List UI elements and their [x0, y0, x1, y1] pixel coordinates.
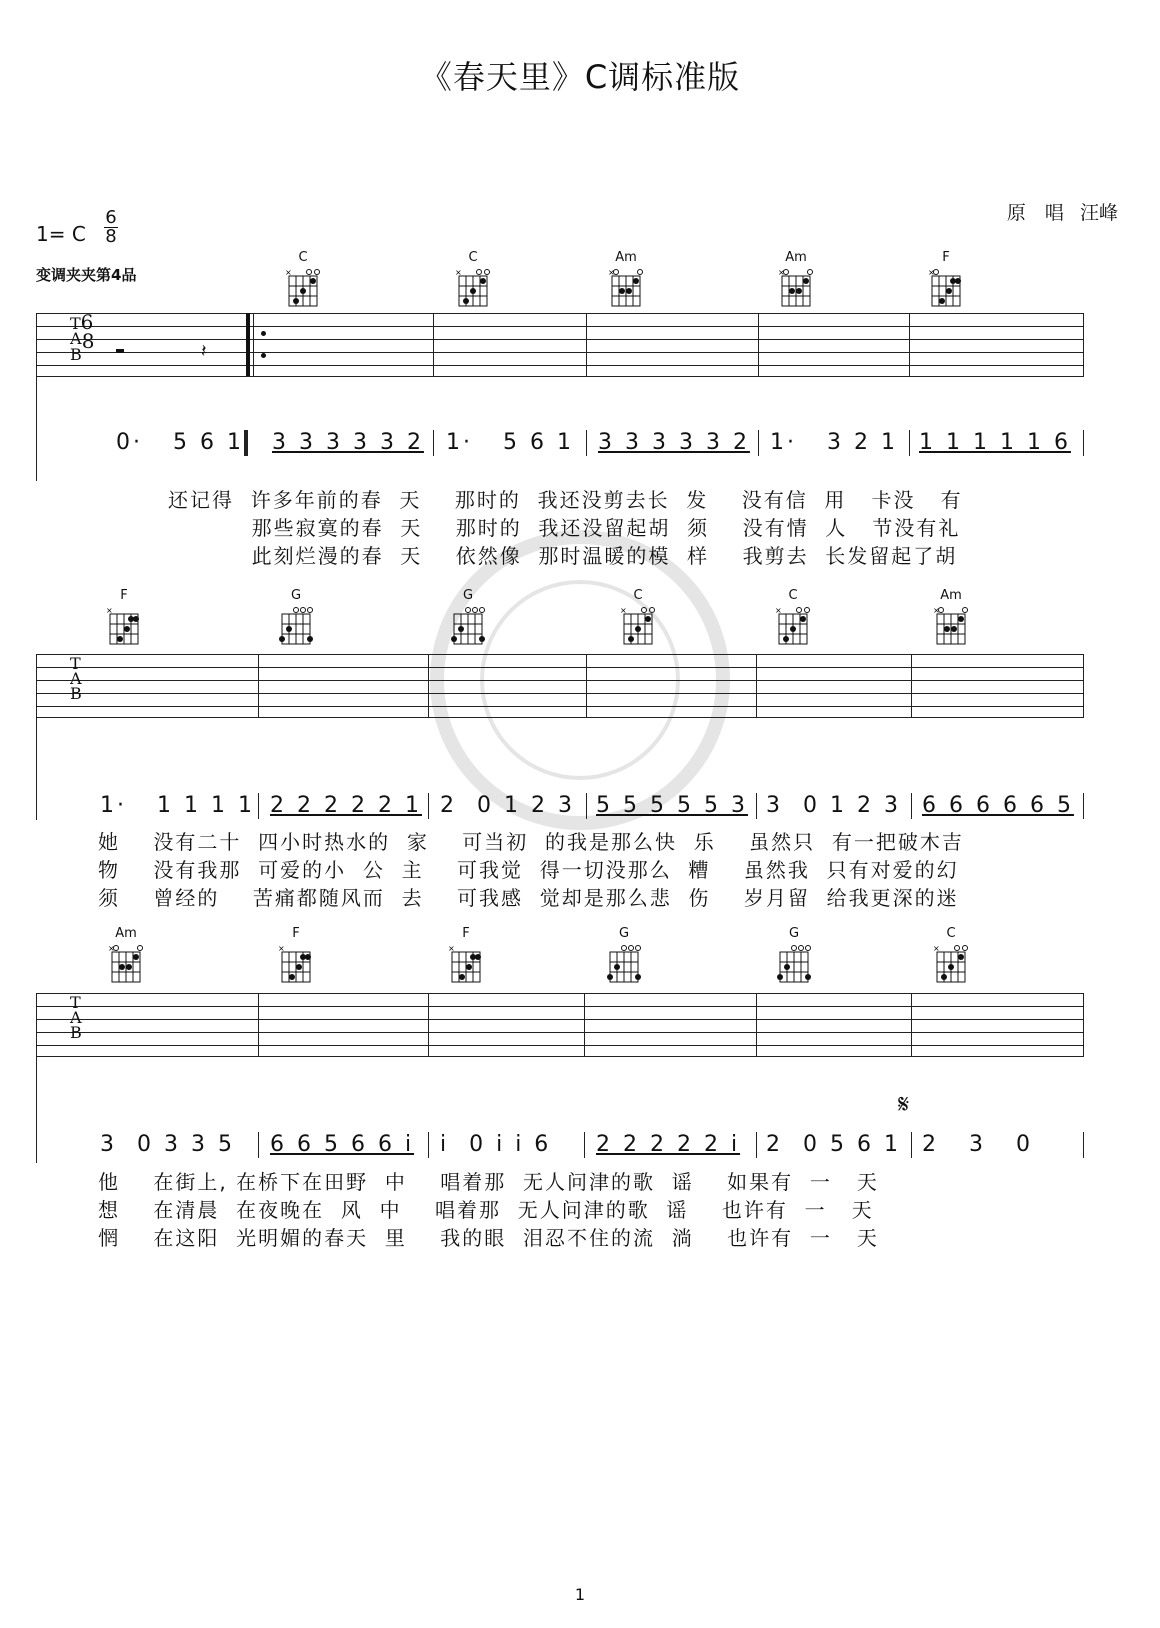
tab-clef: T A B: [70, 993, 82, 1042]
chord-diagram: Am ×: [929, 588, 973, 646]
tab-clef: T A B: [70, 654, 82, 703]
measure: 6 6 5 6 6 i: [270, 1132, 415, 1157]
measure: 5 5 5 5 5 3: [596, 793, 748, 818]
repeat-start-bar: [246, 313, 250, 376]
chord-diagram: G: [602, 926, 646, 984]
numbered-notation: [36, 430, 1084, 460]
singer-label: 原 唱: [1006, 202, 1064, 224]
lyric-line-2: 想 在清晨 在夜晚在 风 中 唱着那 无人问津的歌 谣 也许有 一 天: [98, 1198, 874, 1222]
chord-diagram: G: [274, 588, 318, 646]
measure: i 0 i i 6: [440, 1132, 552, 1157]
measure: 3 0 1 2 3: [766, 793, 901, 818]
svg-text:×: ×: [278, 944, 285, 953]
measure: 6 6 6 6 6 5: [922, 793, 1074, 818]
lyric-line-3: 惘 在这阳 光明媚的春天 里 我的眼 泪忍不住的流 淌 也许有 一 天: [98, 1226, 879, 1250]
measure: 3 0 3 3 5: [100, 1132, 235, 1157]
numbered-notation: [36, 793, 1084, 823]
svg-text:×: ×: [620, 606, 627, 615]
svg-text:×: ×: [775, 606, 782, 615]
lyric-line-2: 那些寂寞的春 天 那时的 我还没留起胡 须 没有情 人 节没有礼: [168, 516, 961, 540]
chord-diagram: F ×: [924, 250, 968, 308]
svg-text:×: ×: [106, 606, 113, 615]
svg-text:×: ×: [778, 268, 785, 277]
chord-diagram: G: [772, 926, 816, 984]
chord-diagram: F ×: [444, 926, 488, 984]
chord-diagram: Am ×: [104, 926, 148, 984]
svg-text:×: ×: [933, 944, 940, 953]
measure: 1· 1 1 1 1: [100, 793, 255, 818]
chord-diagram: G: [446, 588, 490, 646]
chord-diagram: Am ×: [604, 250, 648, 308]
measure: 2 0 1 2 3: [440, 793, 575, 818]
numbered-notation: [36, 1132, 1084, 1162]
lyric-line-3: 须 曾经的 苦痛都随风而 去 可我感 觉却是那么悲 伤 岁月留 给我更深的迷: [98, 886, 959, 910]
page-title: 《春天里》C调标准版: [419, 58, 741, 96]
system-1: [36, 250, 1084, 580]
key-signature: 1= C: [36, 222, 86, 246]
svg-text:×: ×: [608, 268, 615, 277]
singer-name: 汪峰: [1079, 202, 1118, 224]
measure: 1· 5 6 1: [446, 430, 574, 455]
measure: 2 2 2 2 2 1: [270, 793, 422, 818]
chord-diagram: C ×: [281, 250, 325, 308]
measure: 0· 5 6 1: [116, 430, 244, 455]
quarter-rest: 𝄽: [201, 341, 207, 362]
lyric-line-1: 他 在街上, 在桥下在田野 中 唱着那 无人问津的歌 谣 如果有 一 天: [98, 1170, 879, 1194]
capo-note: 变调夹夹第4品: [36, 266, 137, 284]
time-sig-top: 6: [105, 207, 117, 228]
whole-rest: [116, 349, 124, 353]
svg-text:×: ×: [285, 268, 292, 277]
system-3: [36, 926, 1084, 1256]
page-number: 1: [574, 1585, 586, 1604]
measure: 3 3 3 3 3 2: [272, 430, 424, 455]
singer-credit: [1007, 198, 1118, 225]
chord-diagram: F ×: [102, 588, 146, 646]
lyric-line-1: 还记得 许多年前的春 天 那时的 我还没剪去长 发 没有信 用 卡没 有: [168, 488, 963, 512]
svg-text:×: ×: [455, 268, 462, 277]
time-signature: [104, 207, 118, 247]
svg-text:×: ×: [933, 606, 940, 615]
measure: 1 1 1 1 1 6: [919, 430, 1071, 455]
measure: 2 0 5 6 1: [766, 1132, 901, 1157]
system-2: [36, 588, 1084, 918]
svg-text:×: ×: [928, 268, 935, 277]
measure: 3 3 3 3 3 2: [598, 430, 750, 455]
tab-staff: [36, 993, 1084, 1068]
chord-diagram: C ×: [451, 250, 495, 308]
svg-text:×: ×: [448, 944, 455, 953]
lyric-line-3: 此刻烂漫的春 天 依然像 那时温暖的模 样 我剪去 长发留起了胡: [168, 544, 958, 568]
tab-staff: [36, 654, 1084, 729]
measure: 2 3 0: [922, 1132, 1033, 1157]
chord-diagram: C ×: [616, 588, 660, 646]
chord-diagram: C ×: [929, 926, 973, 984]
segno-sign: 𝄋: [898, 1090, 910, 1120]
measure: 2 2 2 2 2 i: [596, 1132, 741, 1157]
lyric-line-1: 她 没有二十 四小时热水的 家 可当初 的我是那么快 乐 虽然只 有一把破木吉: [98, 830, 964, 854]
lyric-line-2: 物 没有我那 可爱的小 公 主 可我觉 得一切没那么 糟 虽然我 只有对爱的幻: [98, 858, 959, 882]
time-sig-bottom: 8: [105, 226, 117, 247]
measure: 1· 3 2 1: [770, 430, 898, 455]
chord-diagram: Am ×: [774, 250, 818, 308]
tab-staff: [36, 310, 1084, 388]
chord-diagram: F ×: [274, 926, 318, 984]
chord-diagram: C ×: [771, 588, 815, 646]
tab-clef: T6 A B8: [70, 310, 95, 364]
svg-text:×: ×: [108, 944, 115, 953]
